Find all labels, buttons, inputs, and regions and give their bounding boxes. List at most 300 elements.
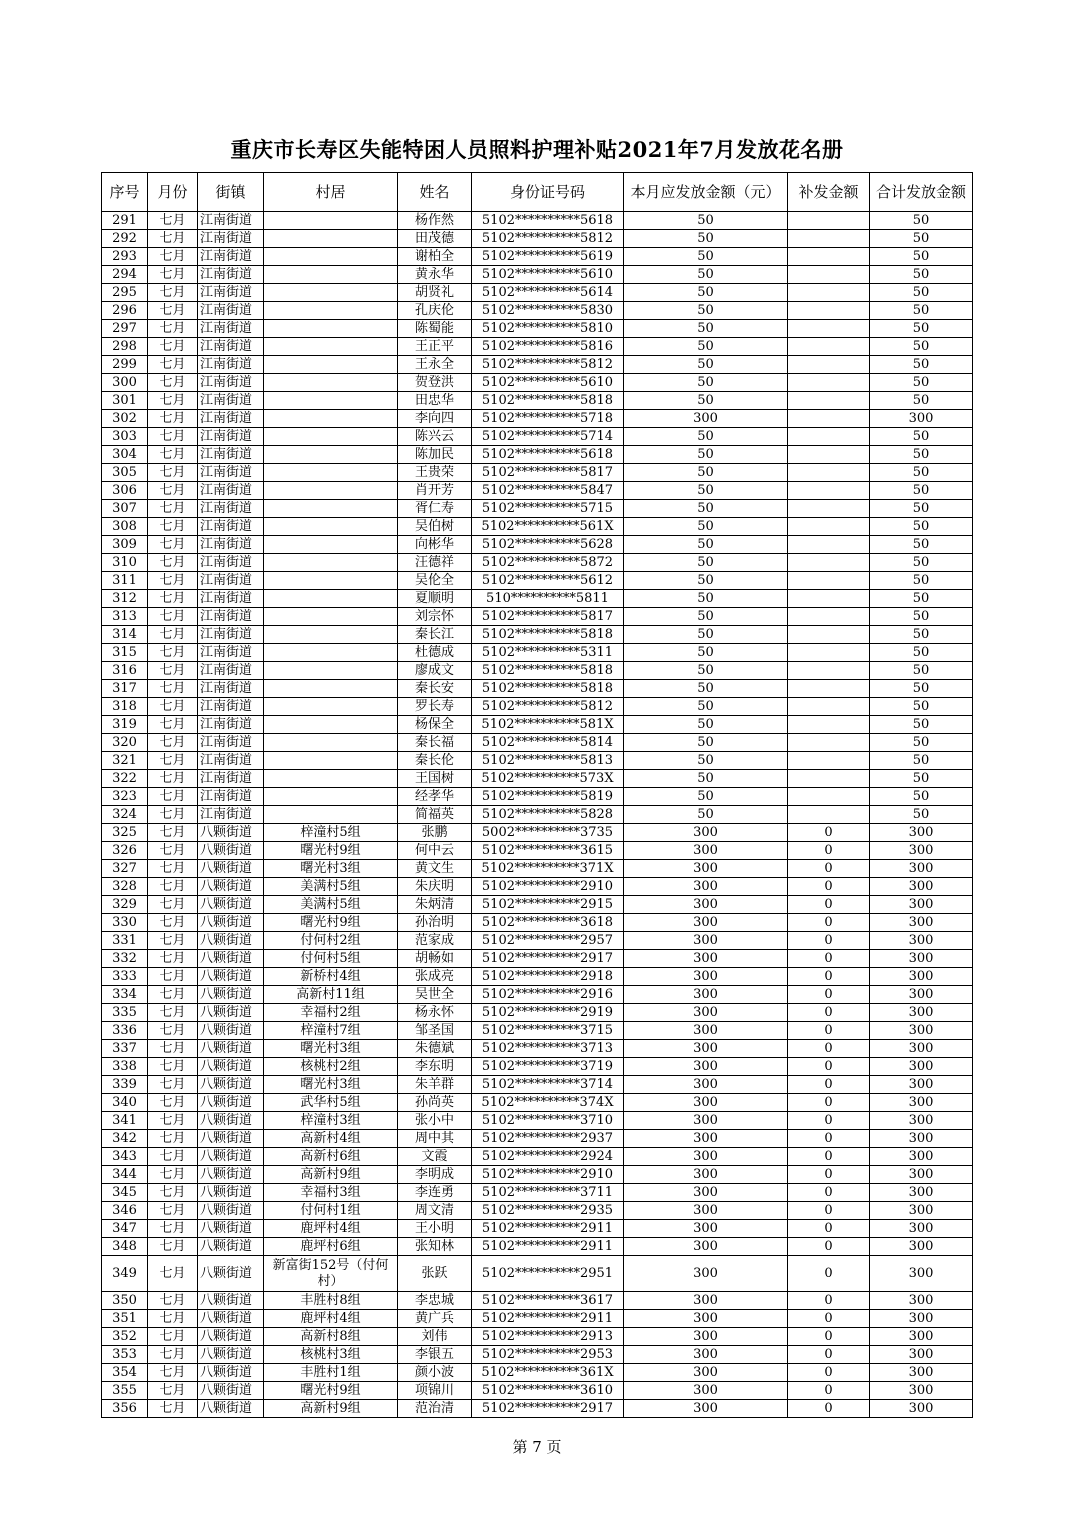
name-cell: 朱炳清 xyxy=(398,896,472,914)
street-cell: 江南街道 xyxy=(198,554,264,572)
table-row xyxy=(102,1004,973,1022)
village-cell: 新桥村4组 xyxy=(264,968,398,986)
name-cell: 周中其 xyxy=(398,1130,472,1148)
month-cell: 七月 xyxy=(148,860,198,878)
street-cell: 八颗街道 xyxy=(198,986,264,1004)
month-cell: 七月 xyxy=(148,248,198,266)
street-cell: 江南街道 xyxy=(198,356,264,374)
street-cell: 江南街道 xyxy=(198,482,264,500)
monthly-amount-cell: 50 xyxy=(624,464,788,482)
street-cell: 八颗街道 xyxy=(198,1400,264,1418)
total-cell: 300 xyxy=(870,1238,973,1256)
table-row xyxy=(102,284,973,302)
month-cell: 七月 xyxy=(148,878,198,896)
monthly-amount-cell: 50 xyxy=(624,212,788,230)
total-cell: 300 xyxy=(870,1058,973,1076)
monthly-amount-cell: 300 xyxy=(624,1310,788,1328)
total-cell: 50 xyxy=(870,500,973,518)
village-cell: 核桃村2组 xyxy=(264,1058,398,1076)
seq-cell: 292 xyxy=(102,230,148,248)
month-cell: 七月 xyxy=(148,896,198,914)
table-row xyxy=(102,896,973,914)
village-cell xyxy=(264,788,398,806)
month-cell: 七月 xyxy=(148,1328,198,1346)
month-cell: 七月 xyxy=(148,464,198,482)
name-cell: 黄永华 xyxy=(398,266,472,284)
name-cell: 吴伦全 xyxy=(398,572,472,590)
street-cell: 八颗街道 xyxy=(198,878,264,896)
back-pay-cell: 0 xyxy=(788,1256,870,1292)
street-cell: 江南街道 xyxy=(198,320,264,338)
village-cell xyxy=(264,212,398,230)
total-cell: 50 xyxy=(870,230,973,248)
id-number-cell: 5102**********5619 xyxy=(472,248,624,266)
table-row xyxy=(102,1292,973,1310)
table-row xyxy=(102,1112,973,1130)
table-row xyxy=(102,1022,973,1040)
street-cell: 八颗街道 xyxy=(198,1130,264,1148)
total-cell: 50 xyxy=(870,626,973,644)
total-cell: 50 xyxy=(870,284,973,302)
name-cell: 何中云 xyxy=(398,842,472,860)
back-pay-cell: 0 xyxy=(788,932,870,950)
monthly-amount-cell: 50 xyxy=(624,428,788,446)
seq-cell: 323 xyxy=(102,788,148,806)
village-cell xyxy=(264,248,398,266)
total-cell: 50 xyxy=(870,716,973,734)
street-cell: 江南街道 xyxy=(198,734,264,752)
id-number-cell: 5102**********581X xyxy=(472,716,624,734)
id-number-cell: 5102**********5817 xyxy=(472,464,624,482)
month-cell: 七月 xyxy=(148,302,198,320)
village-cell xyxy=(264,770,398,788)
total-cell: 300 xyxy=(870,1256,973,1292)
street-cell: 八颗街道 xyxy=(198,1094,264,1112)
back-pay-cell xyxy=(788,392,870,410)
table-row xyxy=(102,1094,973,1112)
street-cell: 八颗街道 xyxy=(198,1076,264,1094)
village-cell: 武华村5组 xyxy=(264,1094,398,1112)
monthly-amount-cell: 300 xyxy=(624,1166,788,1184)
monthly-amount-cell: 300 xyxy=(624,1130,788,1148)
table-row xyxy=(102,1040,973,1058)
id-number-cell: 5102**********3711 xyxy=(472,1184,624,1202)
total-cell: 50 xyxy=(870,356,973,374)
id-number-cell: 5102**********3713 xyxy=(472,1040,624,1058)
monthly-amount-cell: 300 xyxy=(624,1238,788,1256)
street-cell: 八颗街道 xyxy=(198,1292,264,1310)
monthly-amount-cell: 300 xyxy=(624,1076,788,1094)
back-pay-cell: 0 xyxy=(788,1238,870,1256)
back-pay-cell xyxy=(788,716,870,734)
total-cell: 300 xyxy=(870,932,973,950)
total-cell: 50 xyxy=(870,536,973,554)
id-number-cell: 5102**********3719 xyxy=(472,1058,624,1076)
total-cell: 50 xyxy=(870,770,973,788)
monthly-amount-cell: 300 xyxy=(624,1094,788,1112)
total-cell: 300 xyxy=(870,1076,973,1094)
monthly-amount-cell: 50 xyxy=(624,392,788,410)
village-cell xyxy=(264,644,398,662)
id-number-cell: 5102**********5610 xyxy=(472,374,624,392)
village-cell: 曙光村9组 xyxy=(264,914,398,932)
total-cell: 300 xyxy=(870,878,973,896)
seq-cell: 295 xyxy=(102,284,148,302)
seq-cell: 328 xyxy=(102,878,148,896)
table-row xyxy=(102,1130,973,1148)
seq-cell: 300 xyxy=(102,374,148,392)
monthly-amount-cell: 50 xyxy=(624,590,788,608)
seq-cell: 331 xyxy=(102,932,148,950)
seq-cell: 344 xyxy=(102,1166,148,1184)
monthly-amount-cell: 50 xyxy=(624,500,788,518)
monthly-amount-cell: 300 xyxy=(624,860,788,878)
total-cell: 50 xyxy=(870,608,973,626)
village-cell: 鹿坪村6组 xyxy=(264,1238,398,1256)
total-cell: 50 xyxy=(870,806,973,824)
street-cell: 江南街道 xyxy=(198,590,264,608)
table-row xyxy=(102,1328,973,1346)
street-cell: 江南街道 xyxy=(198,230,264,248)
name-cell: 孙尚英 xyxy=(398,1094,472,1112)
seq-cell: 309 xyxy=(102,536,148,554)
id-number-cell: 5102**********2915 xyxy=(472,896,624,914)
total-cell: 300 xyxy=(870,1022,973,1040)
total-cell: 50 xyxy=(870,464,973,482)
monthly-amount-cell: 50 xyxy=(624,770,788,788)
total-cell: 300 xyxy=(870,1400,973,1418)
name-cell: 杨永怀 xyxy=(398,1004,472,1022)
table-row xyxy=(102,1238,973,1256)
seq-cell: 335 xyxy=(102,1004,148,1022)
total-cell: 50 xyxy=(870,392,973,410)
street-cell: 江南街道 xyxy=(198,464,264,482)
village-cell: 梓潼村5组 xyxy=(264,824,398,842)
village-cell: 美满村5组 xyxy=(264,878,398,896)
name-cell: 陈蜀能 xyxy=(398,320,472,338)
monthly-amount-cell: 50 xyxy=(624,572,788,590)
back-pay-cell: 0 xyxy=(788,1382,870,1400)
village-cell xyxy=(264,392,398,410)
back-pay-cell: 0 xyxy=(788,896,870,914)
seq-cell: 303 xyxy=(102,428,148,446)
total-cell: 50 xyxy=(870,302,973,320)
id-number-cell: 5102**********561X xyxy=(472,518,624,536)
table-row xyxy=(102,446,973,464)
table-row xyxy=(102,1202,973,1220)
street-cell: 八颗街道 xyxy=(198,860,264,878)
seq-cell: 351 xyxy=(102,1310,148,1328)
monthly-amount-cell: 300 xyxy=(624,842,788,860)
back-pay-cell xyxy=(788,482,870,500)
monthly-amount-cell: 50 xyxy=(624,446,788,464)
name-cell: 孔庆伦 xyxy=(398,302,472,320)
seq-cell: 306 xyxy=(102,482,148,500)
monthly-amount-cell: 50 xyxy=(624,302,788,320)
total-cell: 300 xyxy=(870,1292,973,1310)
header-back-pay: 补发金额 xyxy=(788,173,870,212)
id-number-cell: 5102**********2916 xyxy=(472,986,624,1004)
name-cell: 田忠华 xyxy=(398,392,472,410)
street-cell: 江南街道 xyxy=(198,284,264,302)
table-row xyxy=(102,302,973,320)
id-number-cell: 5102**********2913 xyxy=(472,1328,624,1346)
back-pay-cell xyxy=(788,554,870,572)
name-cell: 范治清 xyxy=(398,1400,472,1418)
month-cell: 七月 xyxy=(148,1238,198,1256)
seq-cell: 305 xyxy=(102,464,148,482)
month-cell: 七月 xyxy=(148,1022,198,1040)
back-pay-cell xyxy=(788,788,870,806)
month-cell: 七月 xyxy=(148,932,198,950)
name-cell: 吴伯树 xyxy=(398,518,472,536)
name-cell: 李忠城 xyxy=(398,1292,472,1310)
monthly-amount-cell: 300 xyxy=(624,914,788,932)
seq-cell: 333 xyxy=(102,968,148,986)
table-row xyxy=(102,374,973,392)
name-cell: 贺登洪 xyxy=(398,374,472,392)
month-cell: 七月 xyxy=(148,734,198,752)
header-seq: 序号 xyxy=(102,173,148,212)
seq-cell: 314 xyxy=(102,626,148,644)
name-cell: 田茂德 xyxy=(398,230,472,248)
table-row xyxy=(102,338,973,356)
id-number-cell: 5102**********2911 xyxy=(472,1220,624,1238)
total-cell: 50 xyxy=(870,662,973,680)
page-title: 重庆市长寿区失能特困人员照料护理补贴2021年7月发放花名册 xyxy=(230,137,844,162)
month-cell: 七月 xyxy=(148,824,198,842)
month-cell: 七月 xyxy=(148,1148,198,1166)
table-row xyxy=(102,770,973,788)
back-pay-cell: 0 xyxy=(788,860,870,878)
page-number: 第 7 页 xyxy=(512,1438,562,1456)
monthly-amount-cell: 300 xyxy=(624,896,788,914)
table-row xyxy=(102,428,973,446)
name-cell: 张成亮 xyxy=(398,968,472,986)
back-pay-cell: 0 xyxy=(788,878,870,896)
monthly-amount-cell: 50 xyxy=(624,716,788,734)
table-row xyxy=(102,1058,973,1076)
table-row xyxy=(102,986,973,1004)
month-cell: 七月 xyxy=(148,644,198,662)
id-number-cell: 5102**********5818 xyxy=(472,662,624,680)
name-cell: 杜德成 xyxy=(398,644,472,662)
back-pay-cell: 0 xyxy=(788,824,870,842)
month-cell: 七月 xyxy=(148,1292,198,1310)
monthly-amount-cell: 50 xyxy=(624,734,788,752)
total-cell: 50 xyxy=(870,320,973,338)
back-pay-cell xyxy=(788,500,870,518)
village-cell xyxy=(264,662,398,680)
back-pay-cell xyxy=(788,356,870,374)
name-cell: 刘宗怀 xyxy=(398,608,472,626)
village-cell xyxy=(264,518,398,536)
street-cell: 江南街道 xyxy=(198,698,264,716)
seq-cell: 339 xyxy=(102,1076,148,1094)
table-row xyxy=(102,212,973,230)
id-number-cell: 5102**********5818 xyxy=(472,392,624,410)
street-cell: 八颗街道 xyxy=(198,950,264,968)
name-cell: 王国树 xyxy=(398,770,472,788)
monthly-amount-cell: 50 xyxy=(624,338,788,356)
street-cell: 八颗街道 xyxy=(198,1220,264,1238)
total-cell: 300 xyxy=(870,968,973,986)
village-cell: 美满村5组 xyxy=(264,896,398,914)
seq-cell: 291 xyxy=(102,212,148,230)
name-cell: 王永全 xyxy=(398,356,472,374)
month-cell: 七月 xyxy=(148,986,198,1004)
village-cell: 幸福村3组 xyxy=(264,1184,398,1202)
village-cell xyxy=(264,320,398,338)
seq-cell: 313 xyxy=(102,608,148,626)
seq-cell: 356 xyxy=(102,1400,148,1418)
name-cell: 秦长安 xyxy=(398,680,472,698)
name-cell: 胡畅如 xyxy=(398,950,472,968)
table-row xyxy=(102,1346,973,1364)
street-cell: 江南街道 xyxy=(198,662,264,680)
table-row xyxy=(102,266,973,284)
total-cell: 300 xyxy=(870,1004,973,1022)
id-number-cell: 5102**********5618 xyxy=(472,212,624,230)
village-cell: 付何村5组 xyxy=(264,950,398,968)
table-row xyxy=(102,1166,973,1184)
id-number-cell: 5102**********5714 xyxy=(472,428,624,446)
seq-cell: 342 xyxy=(102,1130,148,1148)
seq-cell: 298 xyxy=(102,338,148,356)
table-row xyxy=(102,1184,973,1202)
seq-cell: 316 xyxy=(102,662,148,680)
name-cell: 汪德祥 xyxy=(398,554,472,572)
village-cell: 高新村9组 xyxy=(264,1400,398,1418)
seq-cell: 301 xyxy=(102,392,148,410)
name-cell: 秦长福 xyxy=(398,734,472,752)
street-cell: 江南街道 xyxy=(198,338,264,356)
table-row xyxy=(102,1364,973,1382)
village-cell: 曙光村3组 xyxy=(264,1076,398,1094)
name-cell: 胡贤礼 xyxy=(398,284,472,302)
street-cell: 江南街道 xyxy=(198,446,264,464)
street-cell: 八颗街道 xyxy=(198,1346,264,1364)
seq-cell: 293 xyxy=(102,248,148,266)
seq-cell: 352 xyxy=(102,1328,148,1346)
street-cell: 八颗街道 xyxy=(198,896,264,914)
seq-cell: 337 xyxy=(102,1040,148,1058)
total-cell: 300 xyxy=(870,410,973,428)
monthly-amount-cell: 50 xyxy=(624,266,788,284)
monthly-amount-cell: 300 xyxy=(624,410,788,428)
monthly-amount-cell: 300 xyxy=(624,986,788,1004)
name-cell: 刘伟 xyxy=(398,1328,472,1346)
month-cell: 七月 xyxy=(148,392,198,410)
table-row xyxy=(102,788,973,806)
total-cell: 300 xyxy=(870,1382,973,1400)
street-cell: 江南街道 xyxy=(198,752,264,770)
monthly-amount-cell: 50 xyxy=(624,680,788,698)
monthly-amount-cell: 50 xyxy=(624,536,788,554)
name-cell: 肖开芳 xyxy=(398,482,472,500)
month-cell: 七月 xyxy=(148,968,198,986)
id-number-cell: 510**********5811 xyxy=(472,590,624,608)
street-cell: 八颗街道 xyxy=(198,1058,264,1076)
id-number-cell: 5102**********5810 xyxy=(472,320,624,338)
street-cell: 八颗街道 xyxy=(198,1328,264,1346)
month-cell: 七月 xyxy=(148,320,198,338)
monthly-amount-cell: 300 xyxy=(624,824,788,842)
name-cell: 罗长寿 xyxy=(398,698,472,716)
seq-cell: 317 xyxy=(102,680,148,698)
month-cell: 七月 xyxy=(148,1112,198,1130)
id-number-cell: 5102**********371X xyxy=(472,860,624,878)
name-cell: 杨保全 xyxy=(398,716,472,734)
village-cell xyxy=(264,410,398,428)
header-total: 合计发放金额 xyxy=(870,173,973,212)
total-cell: 300 xyxy=(870,1202,973,1220)
monthly-amount-cell: 50 xyxy=(624,662,788,680)
id-number-cell: 5102**********5819 xyxy=(472,788,624,806)
street-cell: 江南街道 xyxy=(198,608,264,626)
seq-cell: 326 xyxy=(102,842,148,860)
village-cell xyxy=(264,554,398,572)
village-cell: 曙光村9组 xyxy=(264,842,398,860)
id-number-cell: 5102**********2918 xyxy=(472,968,624,986)
name-cell: 黄文生 xyxy=(398,860,472,878)
street-cell: 八颗街道 xyxy=(198,1238,264,1256)
name-cell: 张跃 xyxy=(398,1256,472,1292)
street-cell: 八颗街道 xyxy=(198,914,264,932)
seq-cell: 334 xyxy=(102,986,148,1004)
village-cell xyxy=(264,230,398,248)
table-row xyxy=(102,392,973,410)
total-cell: 300 xyxy=(870,1040,973,1058)
monthly-amount-cell: 50 xyxy=(624,482,788,500)
name-cell: 陈兴云 xyxy=(398,428,472,446)
table-row xyxy=(102,878,973,896)
id-number-cell: 5102**********2924 xyxy=(472,1148,624,1166)
month-cell: 七月 xyxy=(148,500,198,518)
monthly-amount-cell: 50 xyxy=(624,230,788,248)
month-cell: 七月 xyxy=(148,428,198,446)
village-cell xyxy=(264,374,398,392)
village-cell xyxy=(264,338,398,356)
seq-cell: 320 xyxy=(102,734,148,752)
street-cell: 江南街道 xyxy=(198,626,264,644)
name-cell: 杨作然 xyxy=(398,212,472,230)
table-row xyxy=(102,824,973,842)
month-cell: 七月 xyxy=(148,608,198,626)
seq-cell: 336 xyxy=(102,1022,148,1040)
back-pay-cell xyxy=(788,680,870,698)
total-cell: 50 xyxy=(870,788,973,806)
name-cell: 周文清 xyxy=(398,1202,472,1220)
seq-cell: 324 xyxy=(102,806,148,824)
back-pay-cell xyxy=(788,266,870,284)
seq-cell: 329 xyxy=(102,896,148,914)
village-cell xyxy=(264,734,398,752)
table-row xyxy=(102,734,973,752)
village-cell xyxy=(264,266,398,284)
village-cell xyxy=(264,752,398,770)
back-pay-cell: 0 xyxy=(788,1148,870,1166)
seq-cell: 321 xyxy=(102,752,148,770)
id-number-cell: 5102**********3714 xyxy=(472,1076,624,1094)
monthly-amount-cell: 300 xyxy=(624,1364,788,1382)
id-number-cell: 5102**********5830 xyxy=(472,302,624,320)
monthly-amount-cell: 50 xyxy=(624,518,788,536)
street-cell: 江南街道 xyxy=(198,392,264,410)
total-cell: 50 xyxy=(870,374,973,392)
monthly-amount-cell: 300 xyxy=(624,1148,788,1166)
back-pay-cell: 0 xyxy=(788,1130,870,1148)
